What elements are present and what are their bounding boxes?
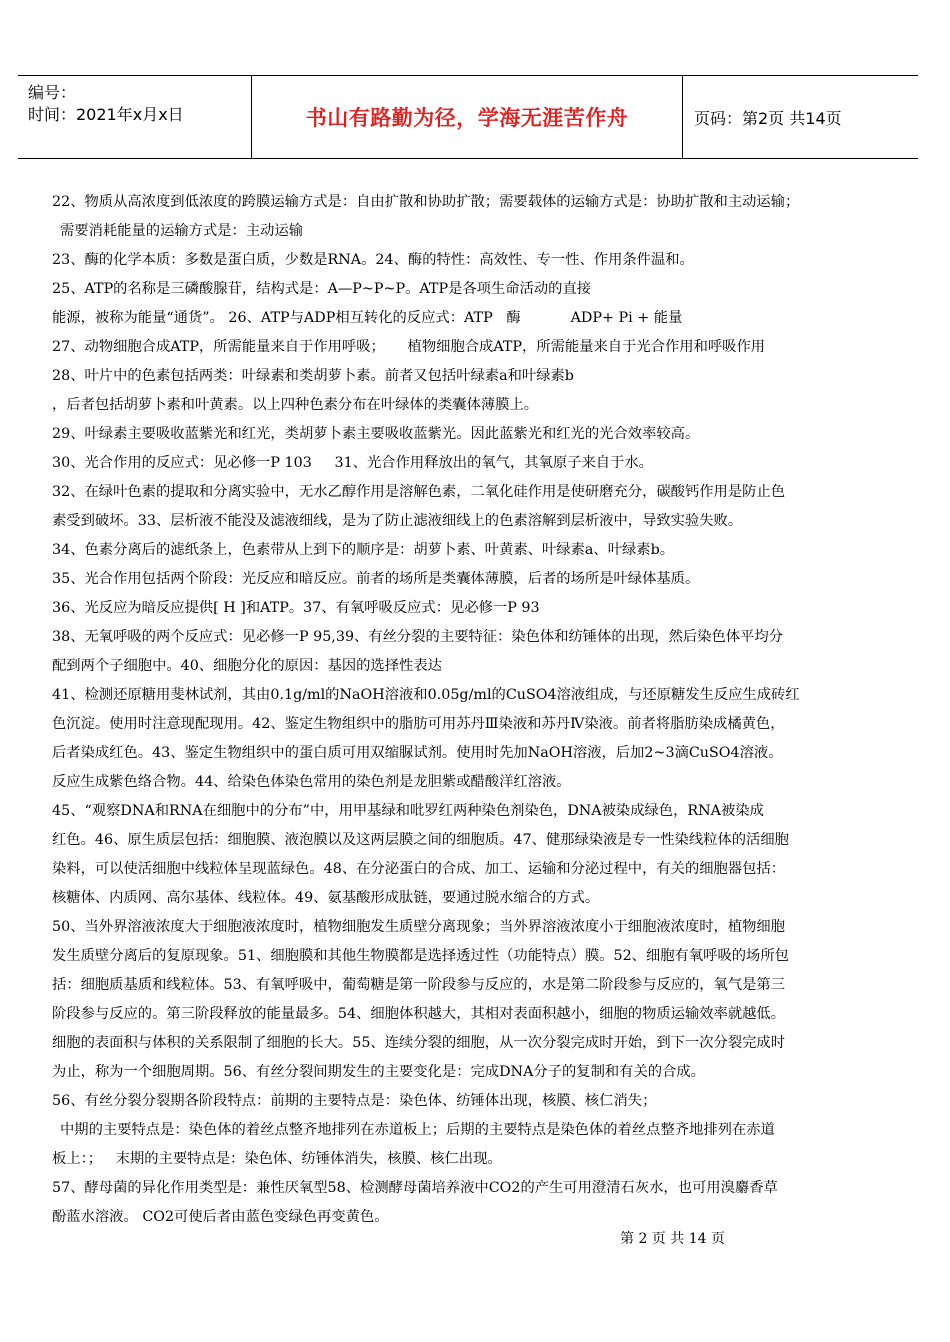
header-divider	[682, 76, 683, 158]
text-line: ，后者包括胡萝卜素和叶黄素。以上四种色素分布在叶绿体的类囊体薄膜上。	[52, 397, 539, 413]
text-line: 反应生成紫色络合物。44、给染色体染色常用的染色剂是龙胆紫或醋酸洋红溶液。	[52, 774, 571, 790]
text-line: 35、光合作用包括两个阶段：光反应和暗反应。前者的场所是类囊体薄膜，后者的场所是叶绿体基质。	[52, 571, 700, 587]
text-line: 需要消耗能量的运输方式是：主动运输	[60, 223, 304, 239]
text-line: 36、光反应为暗反应提供[ H ]和ATP。37、有氧呼吸反应式：见必修一P 93	[52, 600, 540, 616]
text-line: 32、在绿叶色素的提取和分离实验中，无水乙醇作用是溶解色素，二氧化硅作用是使研磨充分，碳酸钙作用是防止色	[52, 484, 786, 500]
text-line: 41、检测还原糖用斐林试剂，其由0.1g/ml的NaOH溶液和0.05g/ml的CuSO4溶液组成，与还原糖发生反应生成砖红	[52, 687, 800, 703]
text-line: 30、光合作用的反应式：见必修一P 103 31、光合作用释放出的氧气，其氧原子来自于水。	[52, 455, 653, 471]
text-line: 22、物质从高浓度到低浓度的跨膜运输方式是：自由扩散和协助扩散；需要载体的运输方式是：协助扩散和主动运输；	[52, 194, 800, 210]
text-line: 56、有丝分裂分裂期各阶段特点：前期的主要特点是：染色体、纺锤体出现，核膜、核仁消失；	[52, 1093, 657, 1109]
page-footer: 第 2 页 共 14 页	[620, 1231, 725, 1247]
header-motto: 书山有路勤为径，学海无涯苦作舟	[305, 106, 629, 130]
text-line: 括：细胞质基质和线粒体。53、有氧呼吸中，葡萄糖是第一阶段参与反应的，水是第二阶段参与反应的，氧气是第三	[52, 977, 786, 993]
text-line: 23、酶的化学本质：多数是蛋白质，少数是RNA。24、酶的特性：高效性、专一性、作用条件温和。	[52, 252, 694, 268]
text-line: 素受到破坏。33、层析液不能没及滤液细线，是为了防止滤液细线上的色素溶解到层析液中，导致实验失败。	[52, 513, 743, 529]
text-line: 为止，称为一个细胞周期。56、有丝分裂间期发生的主要变化是：完成DNA分子的复制和有关的合成。	[52, 1064, 705, 1080]
text-line: 色沉淀。使用时注意现配现用。42、鉴定生物组织中的脂肪可用苏丹Ⅲ染液和苏丹Ⅳ染液。前者将脂肪染成橘黄色，	[52, 716, 785, 732]
text-line: 57、酵母菌的异化作用类型是：兼性厌氧型58、检测酵母菌培养液中CO2的产生可用澄清石灰水，也可用溴麝香草	[52, 1180, 778, 1196]
text-line: 染料，可以使活细胞中线粒体呈现蓝绿色。48、在分泌蛋白的合成、加工、运输和分泌过程中，有关的细胞器包括：	[52, 861, 786, 877]
text-line: 34、色素分离后的滤纸条上，色素带从上到下的顺序是：胡萝卜素、叶黄素、叶绿素a、叶绿素b。	[52, 542, 675, 558]
text-line: 核糖体、内质网、高尔基体、线粒体。49、氨基酸形成肽链，要通过脱水缩合的方式。	[52, 890, 600, 906]
header-meta	[28, 82, 253, 126]
text-line: 能源，被称为能量“通货”。 26、ATP与ADP相互转化的反应式：ATP 酶 ADP+ Pi + 能量	[52, 310, 683, 326]
text-line: 27、动物细胞合成ATP，所需能量来自于作用呼吸； 植物细胞合成ATP，所需能量来自于光合作用和呼吸作用	[52, 339, 766, 355]
time-label: 时间：2021年x月x日	[28, 105, 184, 124]
text-line: 配到两个子细胞中。40、细胞分化的原因：基因的选择性表达	[52, 658, 442, 674]
text-line: 发生质壁分离后的复原现象。51、细胞膜和其他生物膜都是选择透过性（功能特点）膜。52、细胞有氧呼吸的场所包	[52, 948, 789, 964]
text-line: 28、叶片中的色素包括两类：叶绿素和类胡萝卜素。前者又包括叶绿素a和叶绿素b	[52, 368, 574, 384]
text-line: 板上：； 末期的主要特点是：染色体、纺锤体消失，核膜、核仁出现。	[52, 1151, 502, 1167]
text-line: 后者染成红色。43、鉴定生物组织中的蛋白质可用双缩脲试剂。使用时先加NaOH溶液，后加2~3滴CuSO4溶液。	[52, 745, 783, 761]
number-label: 编号：	[28, 83, 77, 102]
text-line: 38、无氧呼吸的两个反应式：见必修一P 95,39、有丝分裂的主要特征：染色体和纺锤体的出现，然后染色体平均分	[52, 629, 783, 645]
text-line: 细胞的表面积与体积的关系限制了细胞的长大。55、连续分裂的细胞，从一次分裂完成时开始，到下一次分裂完成时	[52, 1035, 786, 1051]
text-line: 50、当外界溶液浓度大于细胞液浓度时，植物细胞发生质壁分离现象；当外界溶液浓度小于细胞液浓度时，植物细胞	[52, 919, 786, 935]
document-header	[18, 75, 918, 159]
text-line: 45、“观察DNA和RNA在细胞中的分布”中，用甲基绿和吡罗红两种染色剂染色，DNA被染成绿色，RNA被染成	[52, 803, 764, 819]
text-line: 25、ATP的名称是三磷酸腺苷，结构式是：A—P~P~P。ATP是各项生命活动的直接	[52, 281, 592, 297]
text-line: 29、叶绿素主要吸收蓝紫光和红光，类胡萝卜素主要吸收蓝紫光。因此蓝紫光和红光的光合效率较高。	[52, 426, 700, 442]
text-line: 酚蓝水溶液。 CO2可使后者由蓝色变绿色再变黄色。	[52, 1209, 389, 1225]
text-line: 阶段参与反应的。第三阶段释放的能量最多。54、细胞体积越大，其相对表面积越小，细胞的物质运输效率就越低。	[52, 1006, 786, 1022]
page-indicator: 页码：第2页 共14页	[694, 108, 842, 128]
text-line: 中期的主要特点是：染色体的着丝点整齐地排列在赤道板上；后期的主要特点是染色体的着丝点整齐地排列在赤道	[60, 1122, 775, 1138]
document-body	[52, 188, 912, 1232]
text-line: 红色。46、原生质层包括：细胞膜、液泡膜以及这两层膜之间的细胞质。47、健那绿染液是专一性染线粒体的活细胞	[52, 832, 789, 848]
